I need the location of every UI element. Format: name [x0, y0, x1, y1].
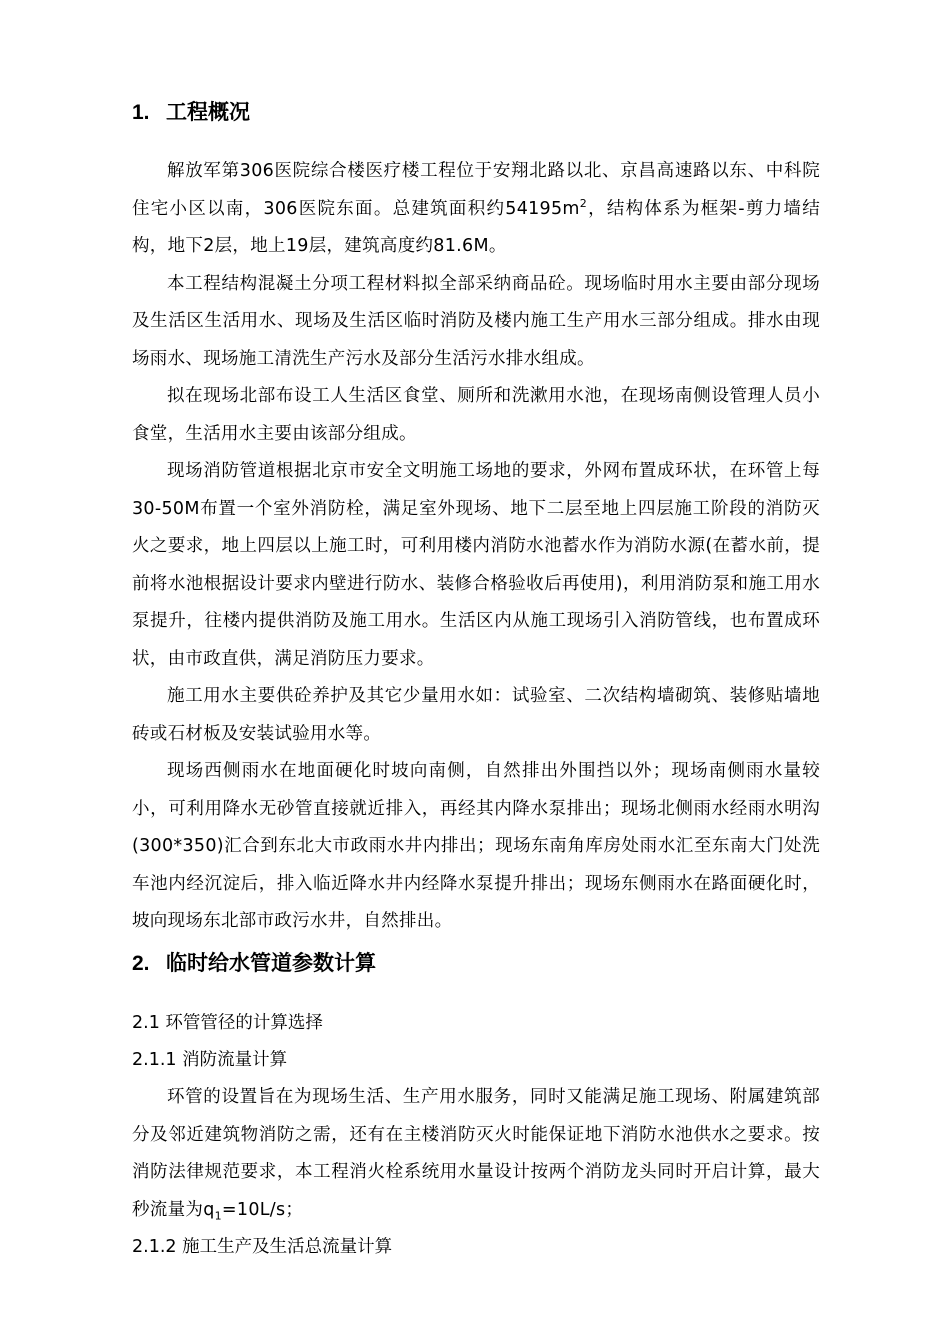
area-unit-superscript: 2 — [579, 196, 588, 210]
paragraph-rainwater: 现场西侧雨水在地面硬化时坡向南侧，自然排出外围挡以外；现场南侧雨水量较小，可利用降水无砂管直接就近排入，再经其内降水泵排出；现场北侧雨水经雨水明沟(300*350)汇合到东北大市政雨水井内排出；现场东南角库房处雨水汇至东南大门处洗车池内经沉淀后，排入临近降水井内经降水泵提升排出；现场东侧雨水在路面硬化时，坡向现场东北部市政污水井，自然排出。 — [132, 761, 820, 931]
subheading-2-1: 2.1 环管管径的计算选择 — [132, 1013, 323, 1033]
paragraph-overview — [132, 153, 820, 266]
paragraph-overview-text-b: ，结构体系为框架-剪力墙结构，地下2层，地上19层，建筑高度约81.6M。 — [132, 198, 821, 256]
flow-subscript: 1 — [214, 1209, 222, 1222]
paragraph-fire-pipe: 现场消防管道根据北京市安全文明施工场地的要求，外网布置成环状，在环管上每30-50M布置一个室外消防栓，满足室外现场、地下二层至地上四层施工阶段的消防灭火之要求，地上四层以上施工时，可利用楼内消防水池蓄水作为消防水源(在蓄水前，提前将水池根据设计要求内壁进行防水、装修合格验收后再使用)，利用消防泵和施工用水泵提升，往楼内提供消防及施工用水。生活区内从施工现场引入消防管线，也布置成环状，由市政直供，满足消防压力要求。 — [132, 461, 820, 669]
section-2-number: 2. — [132, 952, 150, 975]
subheading-2-1-2: 2.1.2 施工生产及生活总流量计算 — [132, 1237, 393, 1257]
paragraph-fire-flow-text-b: =10L/s； — [221, 1199, 304, 1220]
section-1-body — [132, 153, 820, 941]
paragraph-construction-water: 施工用水主要供砼养护及其它少量用水如：试验室、二次结构墙砌筑、装修贴墙地砖或石材板及安装试验用水等。 — [132, 686, 820, 744]
paragraph-fire-flow — [132, 1079, 820, 1229]
section-2-body — [132, 1005, 820, 1266]
section-1-number: 1. — [132, 101, 150, 124]
section-1-title — [132, 99, 820, 127]
paragraph-living-area: 拟在现场北部布设工人生活区食堂、厕所和洗漱用水池，在现场南侧设管理人员小食堂，生活用水主要由该部分组成。 — [132, 386, 820, 444]
section-1-title-text: 工程概况 — [166, 101, 250, 124]
paragraph-overview-text-a: 解放军第306医院综合楼医疗楼工程位于安翔北路以北、京昌高速路以东、中科院住宅小区以南，306医院东面。总建筑面积约54195m — [132, 161, 820, 219]
section-1-heading — [132, 99, 820, 127]
section-2-title-text: 临时给水管道参数计算 — [166, 952, 376, 975]
subheading-2-1-1: 2.1.1 消防流量计算 — [132, 1050, 288, 1070]
paragraph-concrete: 本工程结构混凝土分项工程材料拟全部采纳商品砼。现场临时用水主要由部分现场及生活区生活用水、现场及生活区临时消防及楼内施工生产用水三部分组成。排水由现场雨水、现场施工清洗生产污水及部分生活污水排水组成。 — [132, 273, 820, 369]
section-2-heading — [132, 950, 820, 978]
paragraph-fire-flow-text-a: 环管的设置旨在为现场生活、生产用水服务，同时又能满足施工现场、附属建筑部分及邻近建筑物消防之需，还有在主楼消防灭火时能保证地下消防水池供水之要求。按消防法律规范要求，本工程消火栓系统用水量设计按两个消防龙头同时开启计算，最大秒流量为q — [132, 1087, 820, 1220]
section-2-title — [132, 950, 820, 978]
